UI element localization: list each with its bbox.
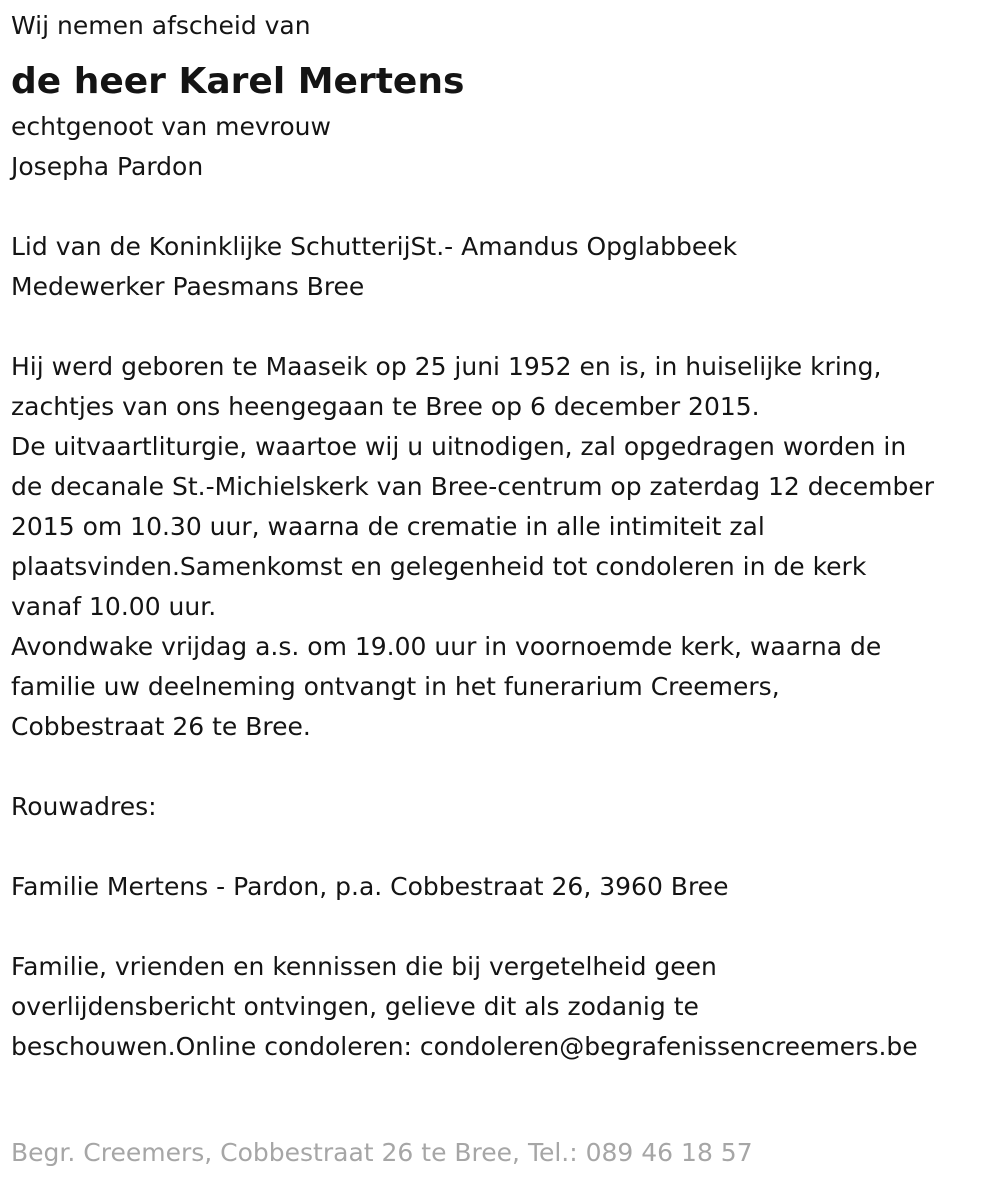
closing-line: Familie, vrienden en kennissen die bij vergetelheid geen bbox=[11, 952, 717, 981]
obituary-document bbox=[11, 6, 996, 1067]
body-line: vanaf 10.00 uur. bbox=[11, 592, 217, 621]
body-line: De uitvaartliturgie, waartoe wij u uitnodigen, zal opgedragen worden in bbox=[11, 432, 907, 461]
address-line: Familie Mertens - Pardon, p.a. Cobbestraat 26, 3960 Bree bbox=[11, 872, 729, 901]
body-line: plaatsvinden.Samenkomst en gelegenheid tot condoleren in de kerk bbox=[11, 552, 867, 581]
deceased-name: de heer Karel Mertens bbox=[11, 61, 465, 102]
intro-text: Wij nemen afscheid van bbox=[11, 11, 311, 40]
spacer bbox=[11, 307, 996, 347]
closing-line: beschouwen.Online condoleren: condoleren@begrafenissencreemers.be bbox=[11, 1032, 918, 1061]
affiliation-line: Lid van de Koninklijke SchutterijSt.- Amandus Opglabbeek bbox=[11, 232, 738, 261]
spouse-name: Josepha Pardon bbox=[11, 152, 204, 181]
body-line: 2015 om 10.30 uur, waarna de crematie in alle intimiteit zal bbox=[11, 512, 765, 541]
spacer bbox=[11, 747, 996, 787]
address-label: Rouwadres: bbox=[11, 792, 157, 821]
body-line: Avondwake vrijdag a.s. om 19.00 uur in voornoemde kerk, waarna de bbox=[11, 632, 882, 661]
spacer bbox=[11, 187, 996, 227]
body-line: familie uw deelneming ontvangt in het funerarium Creemers, bbox=[11, 672, 780, 701]
closing-line: overlijdensbericht ontvingen, gelieve dit als zodanig te bbox=[11, 992, 699, 1021]
body-line: de decanale St.-Michielskerk van Bree-centrum op zaterdag 12 december bbox=[11, 472, 935, 501]
body-line: Hij werd geboren te Maaseik op 25 juni 1952 en is, in huiselijke kring, bbox=[11, 352, 882, 381]
spacer bbox=[11, 827, 996, 867]
funeral-home-footer: Begr. Creemers, Cobbestraat 26 te Bree, Tel.: 089 46 18 57 bbox=[11, 1138, 753, 1167]
spacer bbox=[11, 907, 996, 947]
body-line: zachtjes van ons heengegaan te Bree op 6 december 2015. bbox=[11, 392, 760, 421]
body-line: Cobbestraat 26 te Bree. bbox=[11, 712, 311, 741]
spouse-line: echtgenoot van mevrouw bbox=[11, 112, 331, 141]
affiliation-line: Medewerker Paesmans Bree bbox=[11, 272, 365, 301]
